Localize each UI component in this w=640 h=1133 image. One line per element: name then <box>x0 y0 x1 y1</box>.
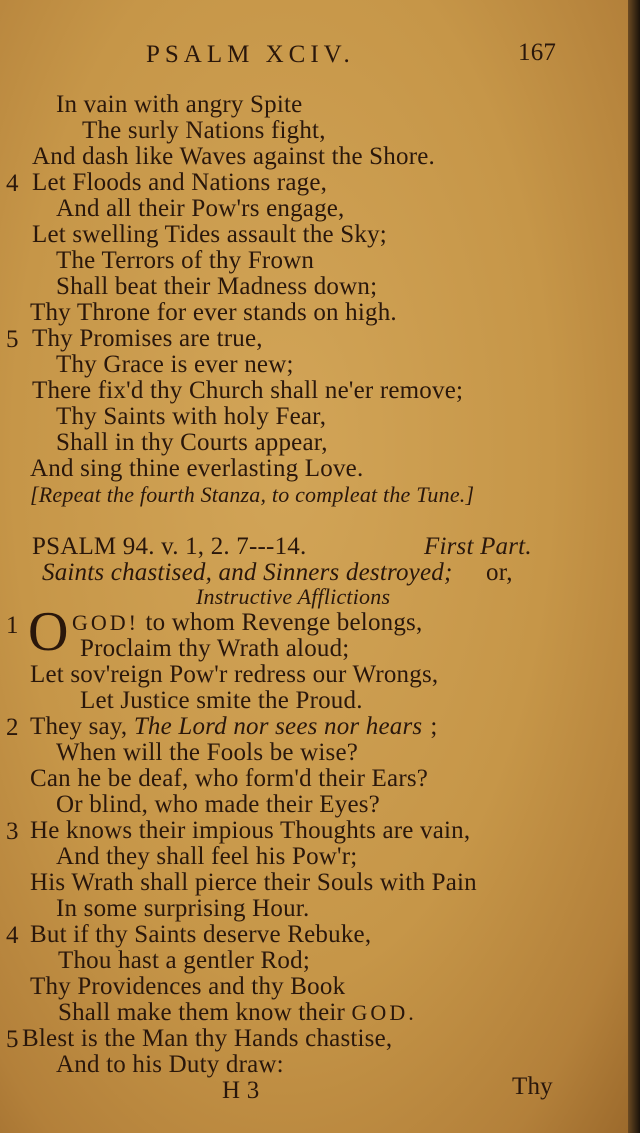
verse-line-lead: Shall make them know their <box>58 999 346 1026</box>
repeat-note: [Repeat the fourth Stanza, to compleat the Tune.] <box>30 482 475 507</box>
verse-line: And they shall feel his Pow'r; <box>56 843 358 870</box>
stanza-number: 4 <box>6 170 19 197</box>
verse-line: Blest is the Man thy Hands chastise, <box>22 1025 393 1052</box>
verse-line: But if thy Saints deserve Rebuke, <box>30 921 372 948</box>
verse-line: And all their Pow'rs engage, <box>56 195 345 222</box>
verse-line: Thy Promises are true, <box>32 325 263 352</box>
verse-line: The Terrors of thy Frown <box>56 247 315 274</box>
stanza-number: 3 <box>6 818 19 845</box>
verse-line-lead: They say, <box>30 713 128 740</box>
verse-line <box>58 1000 417 1026</box>
stanza-number: 5 <box>6 326 19 353</box>
verse-line: Proclaim thy Wrath aloud; <box>80 635 350 662</box>
drop-cap: O <box>28 601 69 663</box>
verse-line: The surly Nations fight, <box>82 117 326 144</box>
verse-line: In vain with angry Spite <box>56 91 303 118</box>
verse-line: Shall in thy Courts appear, <box>56 429 328 456</box>
verse-line-first-rest: to whom Revenge belongs, <box>145 609 423 636</box>
signature-mark: H 3 <box>222 1077 260 1104</box>
verse-line: Shall beat their Madness down; <box>56 273 378 300</box>
verse-line-first <box>72 610 422 636</box>
stanza-number: 4 <box>6 922 19 949</box>
verse-line: Can he be deaf, who form'd their Ears? <box>30 765 429 792</box>
verse-line: Thy Throne for ever stands on high. <box>30 299 397 326</box>
verse-line: Let sov'reign Pow'r redress our Wrongs, <box>30 661 439 688</box>
verse-line <box>30 714 438 740</box>
verse-line: When will the Fools be wise? <box>56 739 359 766</box>
verse-line: Thy Saints with holy Fear, <box>56 403 327 430</box>
verse-line: Let Justice smite the Proud. <box>80 687 363 714</box>
stanza-number: 2 <box>6 714 19 741</box>
psalm-subtitle-or: or, <box>486 559 513 586</box>
verse-quote-end: ; <box>430 713 438 740</box>
verse-quote: The Lord nor sees nor hears <box>133 713 423 740</box>
psalm-heading: PSALM 94. v. 1, 2. 7---14. <box>32 533 307 560</box>
god-small-caps: GOD! <box>72 610 139 635</box>
verse-line: Thou hast a gentler Rod; <box>58 947 310 974</box>
page-edge-shadow <box>628 0 640 1133</box>
god-small-caps: GOD. <box>351 1000 417 1025</box>
verse-line: Or blind, who made their Eyes? <box>56 791 380 818</box>
verse-line: In some surprising Hour. <box>56 895 310 922</box>
verse-line: He knows their impious Thoughts are vain, <box>30 817 471 844</box>
stanza-number: 1 <box>6 612 19 639</box>
catchword: Thy <box>512 1073 553 1100</box>
psalm-part: First Part. <box>424 533 532 560</box>
verse-line: Thy Providences and thy Book <box>30 973 346 1000</box>
verse-line: Let Floods and Nations rage, <box>32 169 328 196</box>
verse-line: And to his Duty draw: <box>56 1051 284 1078</box>
psalm-subtitle-second: Instructive Afflictions <box>196 584 391 609</box>
psalm-subtitle: Saints chastised, and Sinners destroyed; <box>42 559 453 586</box>
verse-line: There fix'd thy Church shall ne'er remove; <box>32 377 464 404</box>
stanza-number: 5 <box>6 1026 19 1053</box>
page-number: 167 <box>518 39 557 66</box>
verse-line: His Wrath shall pierce their Souls with Pain <box>30 869 477 896</box>
verse-line: Thy Grace is ever new; <box>56 351 294 378</box>
verse-line: And sing thine everlasting Love. <box>30 455 364 482</box>
verse-line: Let swelling Tides assault the Sky; <box>32 221 387 248</box>
running-header-title: PSALM XCIV. <box>146 41 355 68</box>
verse-line: And dash like Waves against the Shore. <box>32 143 435 170</box>
